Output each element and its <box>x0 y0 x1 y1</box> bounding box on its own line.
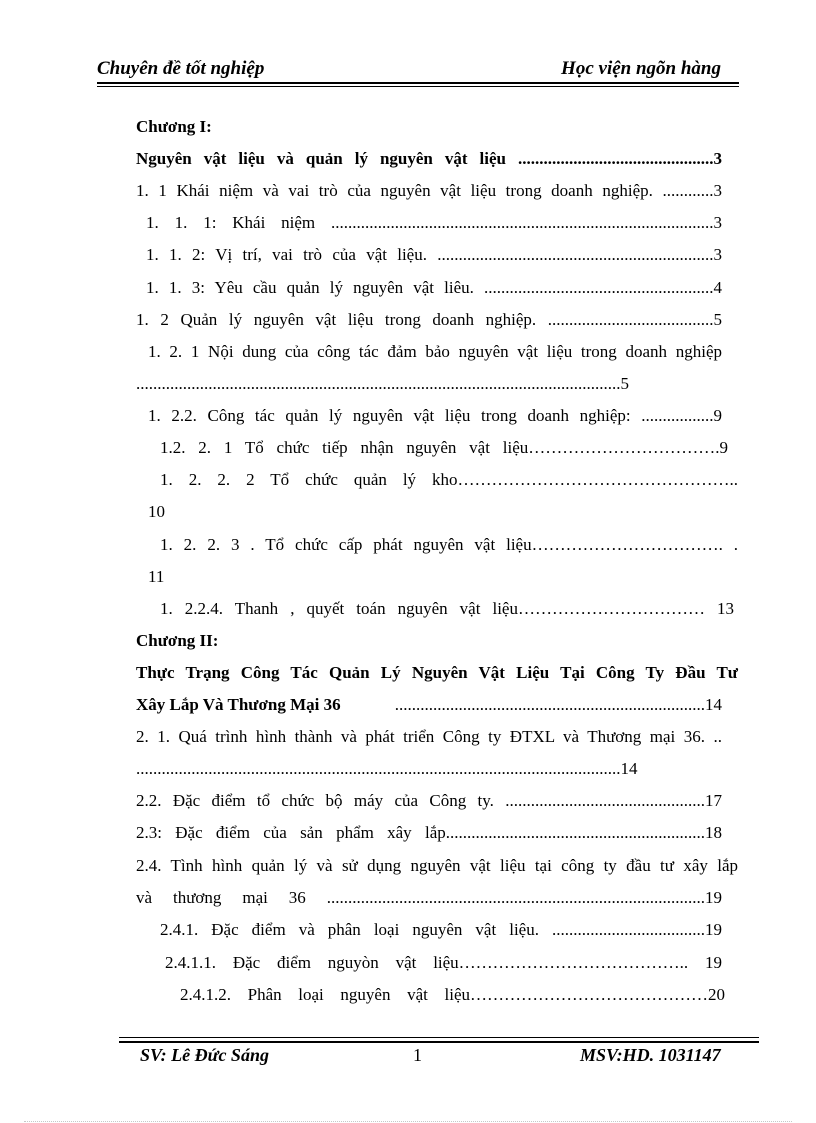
toc-entry: 1. 1. 3: Yêu cầu quản lý nguyên vật liêu. ......................................................4 <box>146 278 722 297</box>
toc-entry: 2.3: Đặc điểm của sản phẩm xây lắp.............................................................18 <box>136 823 722 842</box>
toc-entry: 1.2. 2. 1 Tổ chức tiếp nhận nguyên vật liệu…………………………….9 <box>160 438 728 457</box>
toc-page-number: 10 <box>148 502 165 521</box>
toc-entry <box>136 694 722 716</box>
footer-page-number: 1 <box>413 1045 422 1065</box>
header-rule-thick <box>97 82 739 84</box>
toc-entry: 2.4.1.1. Đặc điểm nguyòn vật liệu………………………………….. 19 <box>165 953 722 972</box>
footer-rule-thick <box>119 1041 759 1043</box>
toc-entry: 2.2. Đặc điểm tổ chức bộ máy của Công ty. ...............................................17 <box>136 791 722 810</box>
toc-entry: 1. 1. 1: Khái niệm ..........................................................................................3 <box>146 213 722 232</box>
toc-entry: 1. 2. 2. 2 Tổ chức quản lý kho………………………………………….. <box>160 470 738 489</box>
header-left: Chuyên đề tốt nghiệp <box>97 58 265 79</box>
header-rule-thin <box>97 86 739 87</box>
toc-entry: 2. 1. Quá trình hình thành và phát triển Công ty ĐTXL và Thương mại 36. .. <box>136 727 722 746</box>
footer-rule-thin <box>119 1037 759 1038</box>
chapter-2-label: Chương II: <box>136 631 219 650</box>
toc-entry: 1. 2.2. Công tác quản lý nguyên vật liệu trong doanh nghiệp: .................9 <box>148 406 722 425</box>
toc-entry: 1. 2. 2. 3 . Tổ chức cấp phát nguyên vật liệu……………………………. . <box>160 535 738 554</box>
page-header <box>97 58 739 82</box>
toc-entry: và thương mại 36 .........................................................................................19 <box>136 888 722 907</box>
toc-entry: ..................................................................................................................14 <box>136 759 638 778</box>
toc-entry: Nguyên vật liệu và quản lý nguyên vật liệu ..............................................3 <box>136 149 722 168</box>
toc-entry: 1. 1. 2: Vị trí, vai trò của vật liệu. .................................................................3 <box>146 245 722 264</box>
footer-student-id: MSV:HD. 1031147 <box>580 1045 721 1065</box>
header-right: Học viện ngõn hàng <box>561 58 721 79</box>
toc-entry: 2.4.1. Đặc điểm và phân loại nguyên vật liệu. ....................................19 <box>160 920 722 939</box>
page-edge <box>24 1121 792 1122</box>
chapter-2-title: Thực Trạng Công Tác Quản Lý Nguyên Vật Liệu Tại Công Ty Đầu Tư <box>136 663 738 682</box>
toc-entry: 2.4. Tình hình quản lý và sử dụng nguyên vật liệu tại công ty đầu tư xây lắp <box>136 856 738 875</box>
toc-entry: 1. 2. 1 Nội dung của công tác đảm bảo nguyên vật liệu trong doanh nghiệp <box>148 342 722 361</box>
chapter-1-label: Chương I: <box>136 117 212 136</box>
footer-student: SV: Lê Đức Sáng <box>140 1045 269 1065</box>
toc-entry: 2.4.1.2. Phân loại nguyên vật liệu……………………………………20 <box>180 985 725 1004</box>
toc-leader: .........................................................................14 <box>394 695 722 714</box>
chapter-2-title-cont: Xây Lắp Và Thương Mại 36 <box>136 695 341 714</box>
toc-page-number: 11 <box>148 567 165 586</box>
toc-entry: ..................................................................................................................5 <box>136 374 629 393</box>
toc-entry: 1. 1 Khái niệm và vai trò của nguyên vật liệu trong doanh nghiệp. ............3 <box>136 181 722 200</box>
toc-entry: 1. 2.2.4. Thanh , quyết toán nguyên vật liệu…………………………… 13 <box>160 599 734 618</box>
toc-entry: 1. 2 Quản lý nguyên vật liệu trong doanh nghiệp. .......................................5 <box>136 310 722 329</box>
